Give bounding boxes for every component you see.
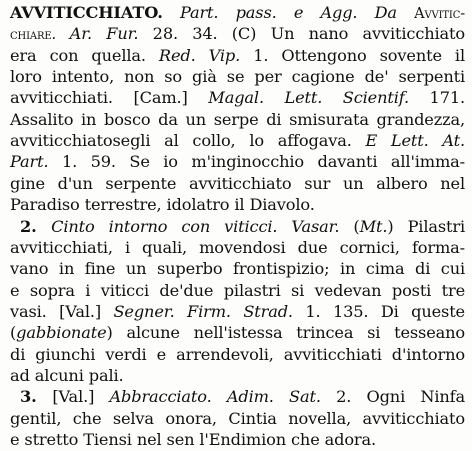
entry-line (20, 216, 465, 238)
entry-line (10, 408, 465, 430)
sense-number: 3. (20, 387, 53, 407)
entry-line (10, 151, 465, 173)
italic-text: Abbracciato. Adim. Sat. (109, 387, 321, 407)
entry-line (10, 173, 465, 195)
entry-text: 2. Ogni Ninfa (320, 387, 465, 407)
entry-line (10, 322, 465, 344)
italic-text: Part. pass. e Agg. Da (179, 3, 415, 22)
sense-number: 2. (20, 216, 52, 236)
entry-text: e sopra i viticci de'due pilastri si vedevan posti tre (10, 280, 465, 300)
entry-text: avviticchiati. [Cam.] (10, 88, 209, 108)
entry-text: Assalito in bosco da un serpe di smisurata grandezza, (10, 109, 465, 129)
italic-text: Magal. Lett. Scientif. (208, 88, 409, 108)
italic-text: gabbionate (16, 323, 107, 343)
entry-line (10, 429, 465, 451)
entry-text: ( (339, 216, 360, 236)
entry-line (10, 237, 465, 259)
entry-line (10, 280, 465, 302)
entry-text: avviticchiati, i quali, movendosi due cornici, forma- (10, 237, 465, 257)
entry-text: loro intento, non so già se per cagione de' serpenti (10, 67, 465, 87)
entry-line (10, 194, 465, 216)
entry-text: 1. 135. Di queste (292, 301, 465, 321)
entry-line (10, 45, 465, 67)
italic-text: Cinto intorno con viticci. Vasar. (51, 216, 340, 236)
italic-text: Part. (10, 152, 49, 172)
entry-line (10, 344, 465, 366)
entry-line (10, 2, 465, 24)
entry-text: ) Pilastri (387, 216, 465, 236)
entry-text: era con quella. (10, 45, 159, 65)
entry-text: e stretto Tiensi nel sen l'Endimion che adora. (10, 430, 377, 449)
entry-text: [Val.] (52, 387, 110, 407)
entry-line (10, 66, 465, 88)
italic-text: E Lett. At. (365, 131, 466, 151)
entry-line (10, 87, 465, 109)
entry-line (10, 301, 465, 323)
headword: AVVITICCHIATO. (10, 3, 163, 22)
entry-text: 171. (409, 88, 465, 108)
entry-text: Paradiso terrestre, idolatro il Diavolo. (10, 195, 315, 215)
small-caps-text: Avvitic- (414, 6, 465, 22)
entry-text: ad alcuni pali. (10, 365, 124, 385)
entry-line (10, 109, 465, 131)
italic-text: Segner. Firm. Strad. (113, 301, 293, 321)
entry-text: vasi. [Val.] (10, 301, 114, 321)
entry-text: avviticchiatosegli al collo, lo affogava. (10, 131, 366, 151)
entry-line (10, 258, 465, 280)
entry-text: 1. 59. Se io m'inginocchio davanti all'imma- (48, 152, 465, 172)
entry-text: di giunchi verdi e arrendevoli, avviticchiati d'intorno (10, 344, 465, 364)
entry-text: gentil, che selva onora, Cintia novella, avviticchiato (10, 408, 465, 428)
entry-text: 28. 34. (C) Un nano avviticchiato (138, 24, 465, 44)
entry-text: gine d'un serpente avviticchiato sur un albero nel (10, 173, 465, 193)
entry-line (10, 130, 465, 152)
entry-text: 1. Ottengono sovente il (240, 45, 465, 65)
italic-text: Mt. (359, 216, 388, 236)
italic-text: Ar. Fur. (69, 24, 139, 44)
entry-line (10, 23, 465, 45)
entry-text: vano in fine un superbo frontispizio; in cima di cui (10, 259, 465, 279)
small-caps-text: chiare. (10, 27, 70, 44)
entry-line (10, 365, 465, 387)
entry-text: ) alcune nell'istessa trincea si tesseano (106, 323, 465, 343)
italic-text: Red. Vip. (158, 45, 241, 65)
entry-text: ( (10, 323, 17, 343)
entry-line (20, 386, 465, 408)
